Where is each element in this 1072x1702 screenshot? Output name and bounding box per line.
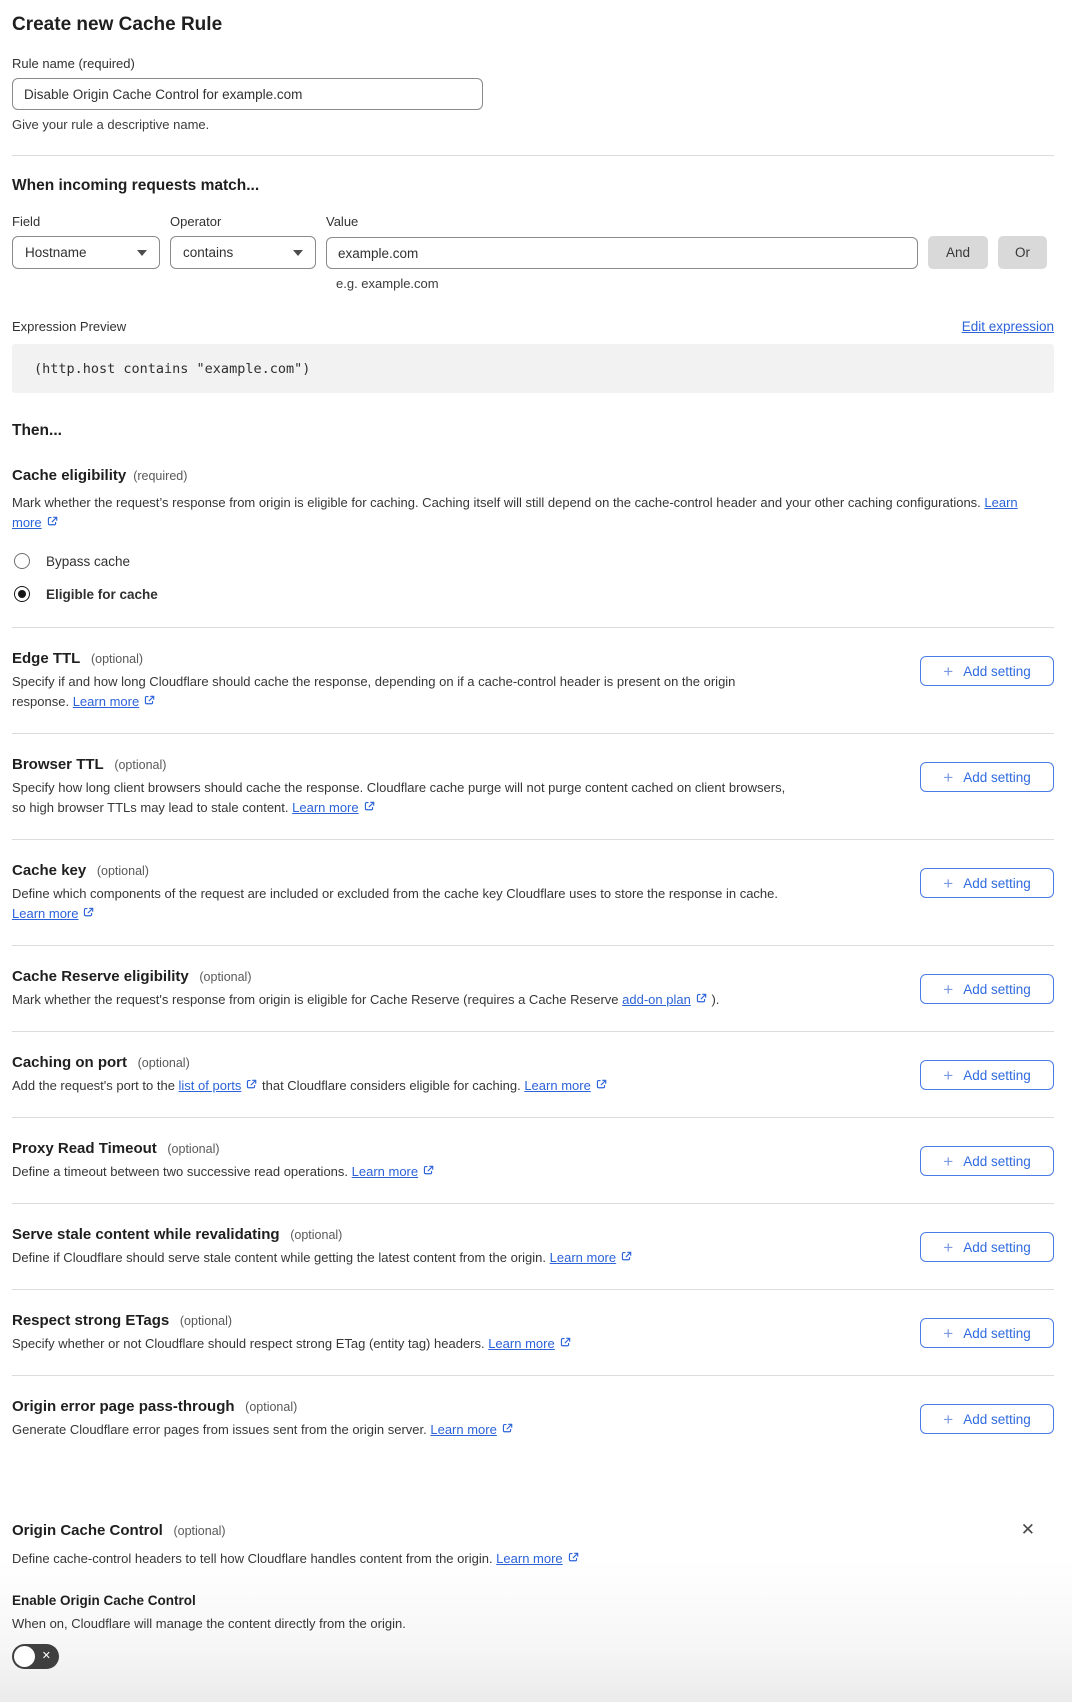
- plus-icon: +: [943, 873, 954, 893]
- origin-cache-control-optional-badge: (optional): [173, 1524, 226, 1538]
- setting-title: Cache Reserve eligibility: [12, 968, 189, 985]
- expression-text: (http.host contains "example.com"): [34, 360, 311, 377]
- origin-cache-control-title: Origin Cache Control: [12, 1522, 163, 1539]
- setting-optional-badge: (optional): [90, 652, 144, 666]
- add-setting-label: Add setting: [963, 1411, 1031, 1427]
- radio-option-label: Eligible for cache: [46, 586, 158, 602]
- rule-name-helper: Give your rule a descriptive name.: [12, 117, 210, 132]
- expression-preview-label: Expression Preview: [12, 319, 127, 334]
- value-label: Value: [326, 214, 359, 229]
- setting-description: [12, 884, 790, 925]
- add-setting-button[interactable]: [920, 762, 1054, 792]
- add-setting-label: Add setting: [963, 1067, 1031, 1083]
- description-text: ).: [707, 992, 720, 1007]
- setting-section: [12, 1290, 1054, 1375]
- external-link-icon: [46, 514, 59, 534]
- setting-optional-badge: (optional): [179, 1314, 233, 1328]
- add-setting-label: Add setting: [963, 981, 1031, 997]
- add-setting-label: Add setting: [963, 875, 1031, 891]
- description-text: Mark whether the request’s response from origin is eligible for caching. Caching itself will still depend on the cache-control header and your other caching configurations.: [12, 495, 985, 510]
- setting-section: [12, 1032, 1054, 1117]
- or-button[interactable]: Or: [998, 236, 1047, 269]
- plus-icon: +: [943, 1151, 954, 1171]
- learn-more-link[interactable]: Learn more: [351, 1164, 419, 1179]
- close-icon[interactable]: ✕: [1020, 1520, 1035, 1539]
- setting-optional-badge: (optional): [245, 1400, 298, 1414]
- setting-heading: [12, 1054, 608, 1071]
- add-setting-label: Add setting: [963, 769, 1031, 785]
- setting-info: [12, 968, 719, 1011]
- description-text: Define cache-control headers to tell how Cloudflare handles content from the origin.: [12, 1551, 497, 1566]
- setting-info: [12, 650, 790, 713]
- setting-title: Edge TTL: [12, 650, 81, 667]
- add-setting-label: Add setting: [963, 1153, 1031, 1169]
- page-title: Create new Cache Rule: [12, 14, 223, 35]
- setting-description: [12, 778, 790, 819]
- setting-section: [12, 840, 1054, 945]
- setting-info: [12, 1312, 572, 1355]
- radio-option-label: Bypass cache: [46, 553, 131, 569]
- setting-section: [12, 734, 1054, 839]
- cache-eligibility-description: [12, 493, 1022, 534]
- setting-heading: [12, 1398, 514, 1415]
- external-link-icon: [501, 1421, 514, 1441]
- match-builder-row: [12, 214, 1054, 269]
- setting-section: [12, 1118, 1054, 1203]
- setting-optional-badge: (optional): [167, 1142, 220, 1156]
- setting-title: Caching on port: [12, 1054, 127, 1071]
- setting-heading: [12, 1312, 572, 1329]
- setting-description: [12, 1420, 514, 1441]
- expression-code-block: [12, 344, 1054, 393]
- field-label: Field: [12, 214, 41, 229]
- origin-cache-control-heading: [12, 1519, 1037, 1540]
- toggle-off-icon: ✕: [41, 1650, 51, 1662]
- learn-more-link[interactable]: Learn more: [524, 1078, 591, 1093]
- setting-title: Proxy Read Timeout: [12, 1140, 157, 1157]
- cache-eligibility-title: Cache eligibility: [12, 467, 127, 484]
- setting-title: Origin error page pass-through: [12, 1398, 235, 1415]
- setting-optional-badge: (optional): [199, 970, 252, 984]
- description-text: Generate Cloudflare error pages from issues sent from the origin server.: [12, 1422, 431, 1437]
- setting-title: Serve stale content while revalidating: [12, 1226, 280, 1243]
- setting-optional-badge: (optional): [114, 758, 167, 772]
- learn-more-link[interactable]: Learn more: [430, 1422, 497, 1437]
- cache-eligibility-heading: [12, 467, 1054, 484]
- plus-icon: +: [943, 1409, 954, 1429]
- and-button[interactable]: And: [928, 236, 988, 269]
- plus-icon: +: [943, 1237, 954, 1257]
- setting-info: [12, 756, 790, 819]
- setting-description: [12, 1076, 608, 1097]
- external-link-icon: [567, 1550, 580, 1570]
- origin-cache-control-toggle[interactable]: [12, 1644, 59, 1669]
- operator-select[interactable]: [170, 236, 316, 269]
- setting-optional-badge: (optional): [137, 1056, 190, 1070]
- setting-heading: [12, 650, 790, 667]
- add-setting-button[interactable]: [920, 1060, 1054, 1090]
- description-text: Define a timeout between two successive read operations.: [12, 1164, 352, 1179]
- edit-expression-link[interactable]: Edit expression: [961, 319, 1054, 334]
- setting-heading: [12, 968, 719, 985]
- toggle-knob: [14, 1646, 35, 1667]
- origin-cache-control-description: [12, 1549, 1037, 1570]
- description-text: Add the request's port to the: [12, 1078, 179, 1093]
- add-setting-label: Add setting: [963, 1325, 1031, 1341]
- learn-more-link[interactable]: Learn more: [12, 906, 79, 921]
- setting-description: [12, 1162, 435, 1183]
- cache-eligibility-required-badge: (required): [133, 469, 188, 483]
- field-select[interactable]: [12, 236, 160, 269]
- setting-description: [12, 1334, 572, 1355]
- setting-section: [12, 628, 1054, 733]
- setting-description: [12, 1248, 633, 1269]
- add-setting-label: Add setting: [963, 663, 1031, 679]
- external-link-icon: [82, 905, 95, 925]
- setting-optional-badge: (optional): [290, 1228, 343, 1242]
- add-setting-button[interactable]: [920, 656, 1054, 686]
- plus-icon: +: [943, 979, 954, 999]
- section-divider: [12, 155, 1054, 156]
- expression-preview-row: [12, 319, 1054, 334]
- description-text: that Cloudflare considers eligible for caching.: [258, 1078, 525, 1093]
- field-select-value: Hostname: [25, 245, 87, 260]
- settings-list: [12, 627, 1054, 1461]
- chevron-down-icon: [137, 250, 147, 256]
- setting-info: [12, 1226, 633, 1269]
- learn-more-link[interactable]: Learn more: [488, 1336, 555, 1351]
- radio-option-bypass-cache[interactable]: [12, 553, 1054, 569]
- plus-icon: +: [943, 1323, 954, 1343]
- setting-info: [12, 862, 790, 925]
- plus-icon: +: [943, 767, 954, 787]
- setting-info: [12, 1054, 608, 1097]
- external-link-icon: [245, 1077, 258, 1097]
- external-link-icon: [143, 693, 156, 713]
- rule-name-input[interactable]: [12, 78, 483, 110]
- add-setting-button[interactable]: [920, 1146, 1054, 1176]
- enable-origin-cache-control-description: When on, Cloudflare will manage the content directly from the origin.: [12, 1616, 406, 1631]
- setting-section: [12, 946, 1054, 1031]
- origin-cache-control-panel: [0, 1463, 1072, 1702]
- add-setting-button[interactable]: [920, 868, 1054, 898]
- external-link-icon: [695, 991, 708, 1011]
- operator-label: Operator: [170, 214, 222, 229]
- description-text: Define if Cloudflare should serve stale content while getting the latest content from the origin.: [12, 1250, 550, 1265]
- external-link-icon: [620, 1249, 633, 1269]
- external-link-icon: [559, 1335, 572, 1355]
- rule-name-label: Rule name (required): [12, 56, 135, 71]
- setting-title: Cache key: [12, 862, 87, 879]
- learn-more-link[interactable]: Learn more: [12, 495, 1018, 530]
- setting-description: [12, 672, 790, 713]
- setting-heading: [12, 1226, 633, 1243]
- enable-origin-cache-control-label: Enable Origin Cache Control: [12, 1593, 196, 1608]
- external-link-icon: [422, 1163, 435, 1183]
- learn-more-link[interactable]: Learn more: [496, 1551, 563, 1566]
- list-of-ports-link[interactable]: list of ports: [178, 1078, 242, 1093]
- add-setting-button[interactable]: [920, 1318, 1054, 1348]
- setting-title: Browser TTL: [12, 756, 104, 773]
- external-link-icon: [363, 799, 376, 819]
- learn-more-link[interactable]: Learn more: [549, 1250, 617, 1265]
- description-text: Mark whether the request's response from origin is eligible for Cache Reserve (requires a Cache Reserve: [12, 992, 623, 1007]
- setting-info: [12, 1140, 435, 1183]
- setting-info: [12, 1398, 514, 1441]
- description-text: Specify whether or not Cloudflare should respect strong ETag (entity tag) headers.: [12, 1336, 489, 1351]
- operator-select-value: contains: [183, 245, 234, 260]
- setting-heading: [12, 1140, 435, 1157]
- value-input[interactable]: [326, 237, 918, 269]
- value-helper: e.g. example.com: [336, 276, 439, 291]
- radio-selected-icon: [14, 586, 30, 602]
- description-text: Specify if and how long Cloudflare should cache the response, depending on if a cache-control header is present on the origin response.: [12, 674, 736, 709]
- match-heading: When incoming requests match...: [12, 177, 260, 194]
- add-setting-button[interactable]: [920, 1404, 1054, 1434]
- description-text: Specify how long client browsers should cache the response. Cloudflare cache purge will not purge content cached on client browsers, so high browser TTLs may lead to stale content.: [12, 780, 786, 815]
- external-link-icon: [595, 1077, 608, 1097]
- setting-section: [12, 1376, 1054, 1461]
- learn-more-link[interactable]: Learn more: [292, 800, 359, 815]
- radio-option-eligible-for-cache[interactable]: [12, 586, 1054, 602]
- plus-icon: +: [943, 1065, 954, 1085]
- chevron-down-icon: [293, 250, 303, 256]
- add-setting-button[interactable]: [920, 1232, 1054, 1262]
- learn-more-link[interactable]: Learn more: [72, 694, 140, 709]
- cache-eligibility-options: [12, 553, 1054, 602]
- setting-heading: [12, 862, 790, 879]
- setting-optional-badge: (optional): [96, 864, 149, 878]
- add-setting-button[interactable]: [920, 974, 1054, 1004]
- add-setting-label: Add setting: [963, 1239, 1031, 1255]
- add-on-plan-link[interactable]: add-on plan: [622, 992, 691, 1007]
- setting-title: Respect strong ETags: [12, 1312, 170, 1329]
- description-text: Define which components of the request are included or excluded from the cache key Cloudflare uses to store the response in cache.: [12, 886, 778, 901]
- setting-section: [12, 1204, 1054, 1289]
- plus-icon: +: [943, 661, 954, 681]
- setting-heading: [12, 756, 790, 773]
- then-heading: Then...: [12, 422, 62, 439]
- setting-description: [12, 990, 719, 1011]
- radio-unselected-icon: [14, 553, 30, 569]
